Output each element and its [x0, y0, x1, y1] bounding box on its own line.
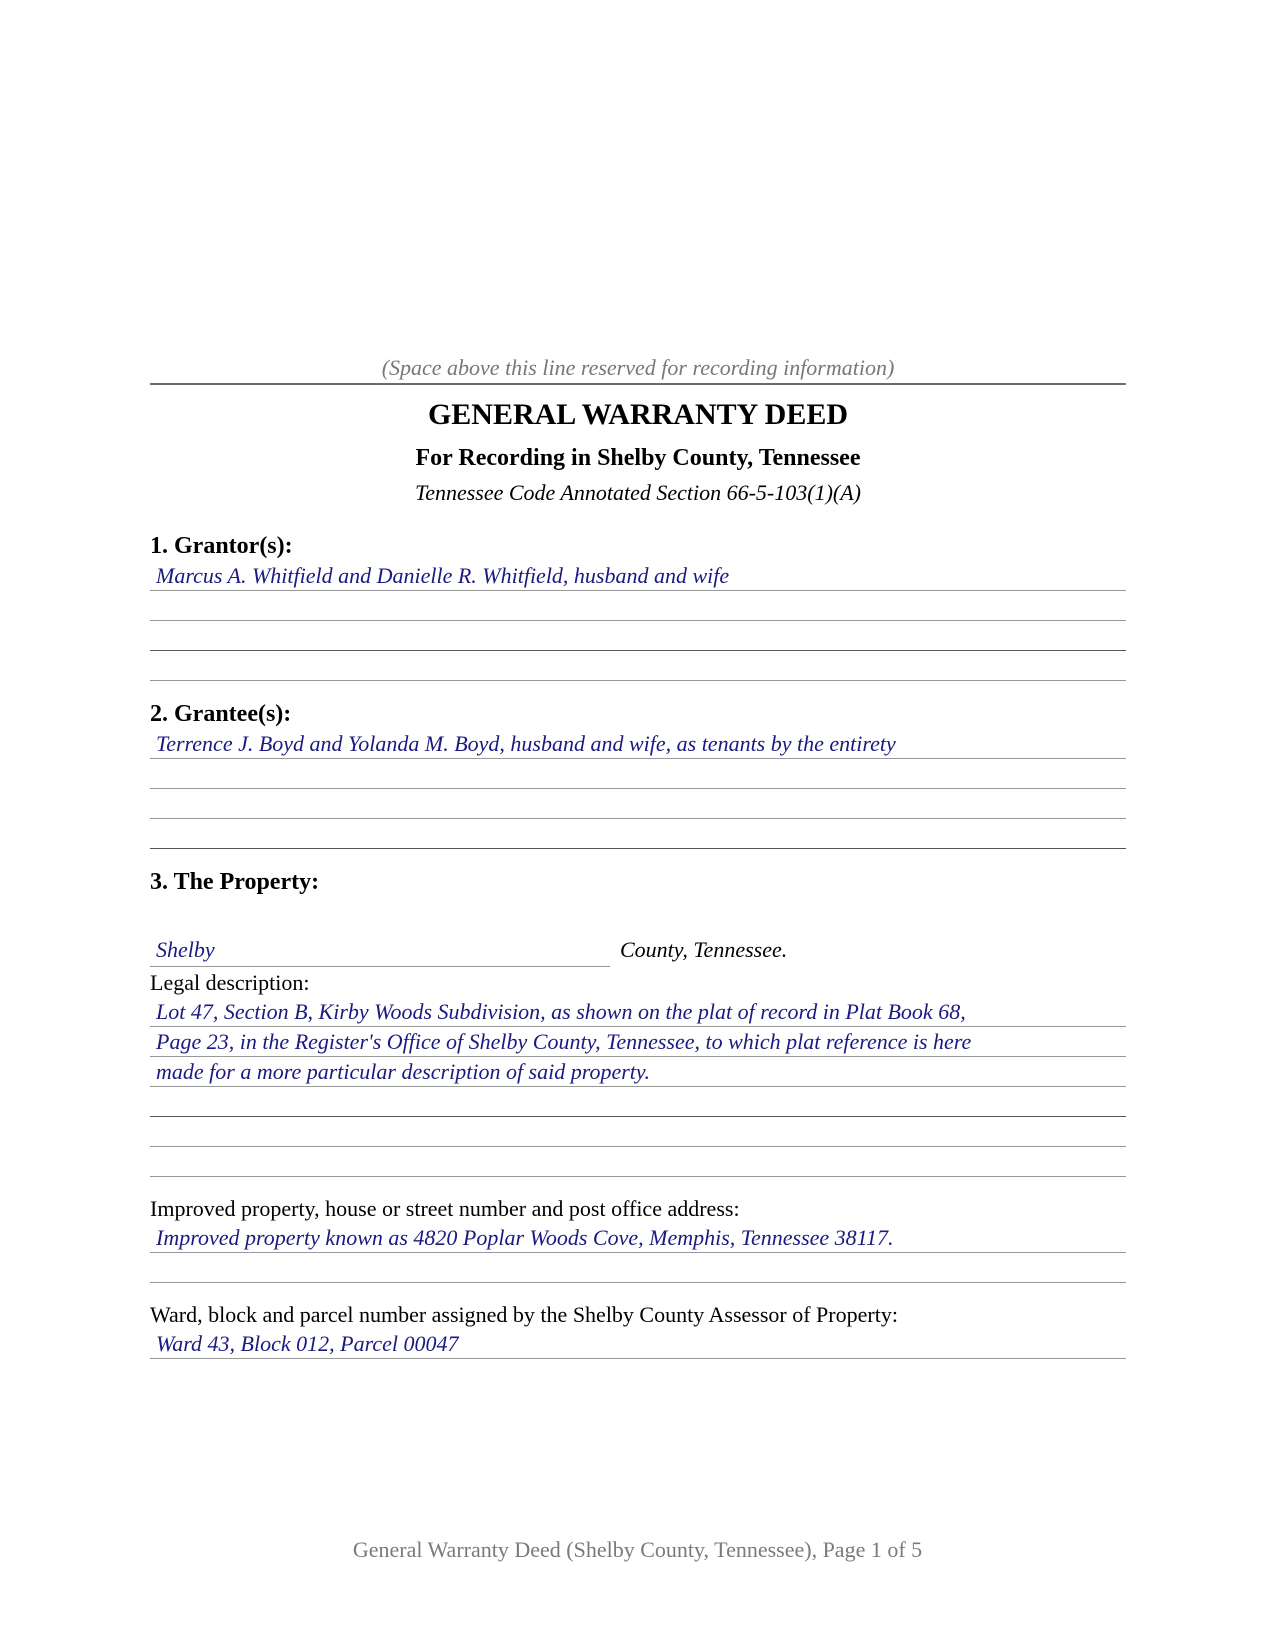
- grantor-section: [150, 531, 1126, 681]
- county-field[interactable]: Shelby: [150, 933, 610, 967]
- legal-description-blank-line[interactable]: [150, 1117, 1126, 1147]
- grantee-blank-line[interactable]: [150, 759, 1126, 789]
- parcel-label: Ward, block and parcel number assigned by the Shelby County Assessor of Property:: [150, 1302, 898, 1327]
- grantor-field[interactable]: Marcus A. Whitfield and Danielle R. Whitfield, husband and wife: [150, 561, 1126, 591]
- grantee-field[interactable]: Terrence J. Boyd and Yolanda M. Boyd, husband and wife, as tenants by the entirety: [150, 729, 1126, 759]
- county-suffix: County, Tennessee.: [620, 937, 788, 962]
- grantee-blank-line[interactable]: [150, 819, 1126, 849]
- document-title: GENERAL WARRANTY DEED: [427, 398, 849, 431]
- legal-description-line[interactable]: Page 23, in the Register's Office of Shelby County, Tennessee, to which plat reference is here: [150, 1027, 1126, 1057]
- legal-description-blank-line[interactable]: [150, 1147, 1126, 1177]
- grantor-blank-line[interactable]: [150, 621, 1126, 651]
- document-subtitle: For Recording in Shelby County, Tennessee: [415, 445, 861, 471]
- grantor-heading: 1. Grantor(s):: [150, 533, 293, 559]
- county-row: [150, 933, 1126, 967]
- grantee-section: [150, 699, 1126, 849]
- grantee-heading: 2. Grantee(s):: [150, 701, 292, 727]
- legal-description-line[interactable]: made for a more particular description of said property.: [150, 1057, 1126, 1087]
- parcel-field[interactable]: Ward 43, Block 012, Parcel 00047: [150, 1329, 1126, 1359]
- property-heading: 3. The Property:: [150, 869, 320, 895]
- legal-description-line[interactable]: Lot 47, Section B, Kirby Woods Subdivision, as shown on the plat of record in Plat Book 68,: [150, 997, 1126, 1027]
- property-section: [150, 867, 1126, 1359]
- legal-description-blank-line[interactable]: [150, 1087, 1126, 1117]
- address-label: Improved property, house or street number and post office address:: [150, 1196, 740, 1221]
- address-blank-line[interactable]: [150, 1253, 1126, 1283]
- recording-reserved-note: (Space above this line reserved for recording information): [150, 355, 1126, 385]
- address-field[interactable]: Improved property known as 4820 Poplar Woods Cove, Memphis, Tennessee 38117.: [150, 1223, 1126, 1253]
- legal-description-label: Legal description:: [150, 970, 310, 995]
- page-footer: General Warranty Deed (Shelby County, Tennessee), Page 1 of 5: [352, 1537, 923, 1562]
- grantor-blank-line[interactable]: [150, 651, 1126, 681]
- grantor-blank-line[interactable]: [150, 591, 1126, 621]
- code-reference: Tennessee Code Annotated Section 66-5-103(1)(A): [414, 480, 861, 505]
- deed-page: [150, 355, 1126, 1359]
- grantee-blank-line[interactable]: [150, 789, 1126, 819]
